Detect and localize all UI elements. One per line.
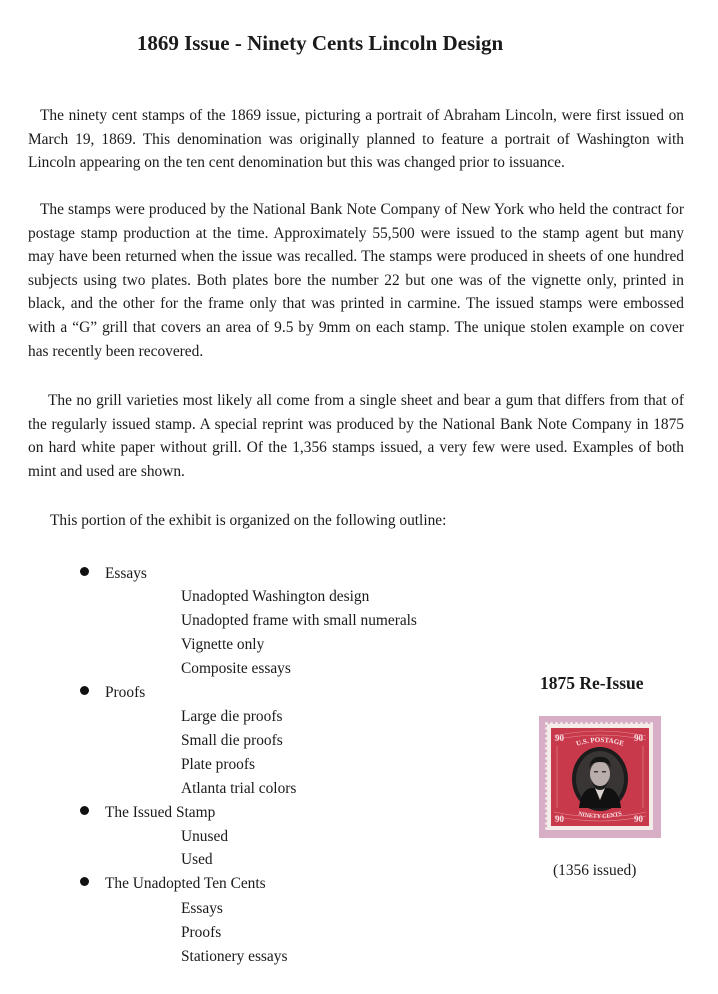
outline-section-label: Proofs [105, 684, 146, 701]
outline-item: Large die proofs [181, 708, 283, 725]
outline-item: Vignette only [181, 636, 265, 653]
stamp-corner-numeral: 90 [555, 814, 564, 824]
bullet-icon [80, 686, 89, 695]
outline-section-ten-cents [80, 875, 266, 893]
outline-intro: This portion of the exhibit is organized on the following outline: [50, 512, 447, 529]
stamp-corner-numeral: 90 [634, 733, 643, 743]
outline-item: Stationery essays [181, 948, 288, 965]
outline-item: Composite essays [181, 660, 291, 677]
outline-item: Used [181, 851, 213, 868]
outline-item: Atlanta trial colors [181, 780, 297, 797]
bullet-icon [80, 806, 89, 815]
outline-item: Unadopted frame with small numerals [181, 612, 417, 629]
outline-item: Plate proofs [181, 756, 255, 773]
stamp-caption: (1356 issued) [553, 862, 637, 879]
intro-paragraph-3: The no grill varieties most likely all come from a single sheet and bear a gum that differs from that of the regularly issued stamp. A special reprint was produced by the National Bank Note Company in 1875 on hard white paper without grill. Of the 1,356 stamps issued, a very few were used. Examples of both mint and used are shown. [28, 392, 684, 480]
stamp-top-text: U.S. POSTAGE [575, 735, 625, 748]
outline-item: Small die proofs [181, 732, 283, 749]
stamp-bottom-text: NINETY CENTS [577, 811, 623, 821]
bullet-icon [80, 877, 89, 886]
outline-section-label: The Issued Stamp [105, 804, 216, 821]
outline-item: Proofs [181, 924, 222, 941]
lincoln-stamp-image [539, 716, 661, 838]
intro-paragraph-1: The ninety cent stamps of the 1869 issue, picturing a portrait of Abraham Lincoln, were first issued on March 19, 1869. This denomination was originally planned to feature a portrait of Washington with Lincoln appearing on the ten cent denomination but this was changed prior to issuance. [28, 107, 684, 172]
outline-section-label: Essays [105, 565, 147, 582]
stamp-mount [539, 716, 661, 838]
page-title [0, 31, 718, 56]
reissue-title: 1875 Re-Issue [540, 673, 644, 693]
intro-paragraph-2: The stamps were produced by the National Bank Note Company of New York who held the contract for postage stamp production at the time. Approximately 55,500 were issued to the stamp agent but many may have been returned when the issue was recalled. The stamps were produced in sheets of one hundred subjects using two plates. Both plates bore the number 22 but one was of the vignette only, printed in black, and the other for the frame only that was printed in carmine. The issued stamps were embossed with a “G” grill that covers an area of 9.5 by 9mm on each stamp. The unique stolen example on cover has recently been recovered. [28, 201, 684, 360]
outline-section-essays [80, 565, 147, 583]
stamp-corner-numeral: 90 [555, 733, 564, 743]
bullet-icon [80, 567, 89, 576]
outline-section-issued-stamp [80, 804, 215, 822]
outline-section-label: The Unadopted Ten Cents [105, 875, 266, 892]
outline-item: Essays [181, 900, 223, 917]
outline-item: Unused [181, 828, 229, 845]
outline-section-proofs [80, 684, 145, 702]
outline-item: Unadopted Washington design [181, 588, 370, 605]
page-title-text: 1869 Issue - Ninety Cents Lincoln Design [136, 31, 504, 55]
stamp-corner-numeral: 90 [634, 814, 643, 824]
